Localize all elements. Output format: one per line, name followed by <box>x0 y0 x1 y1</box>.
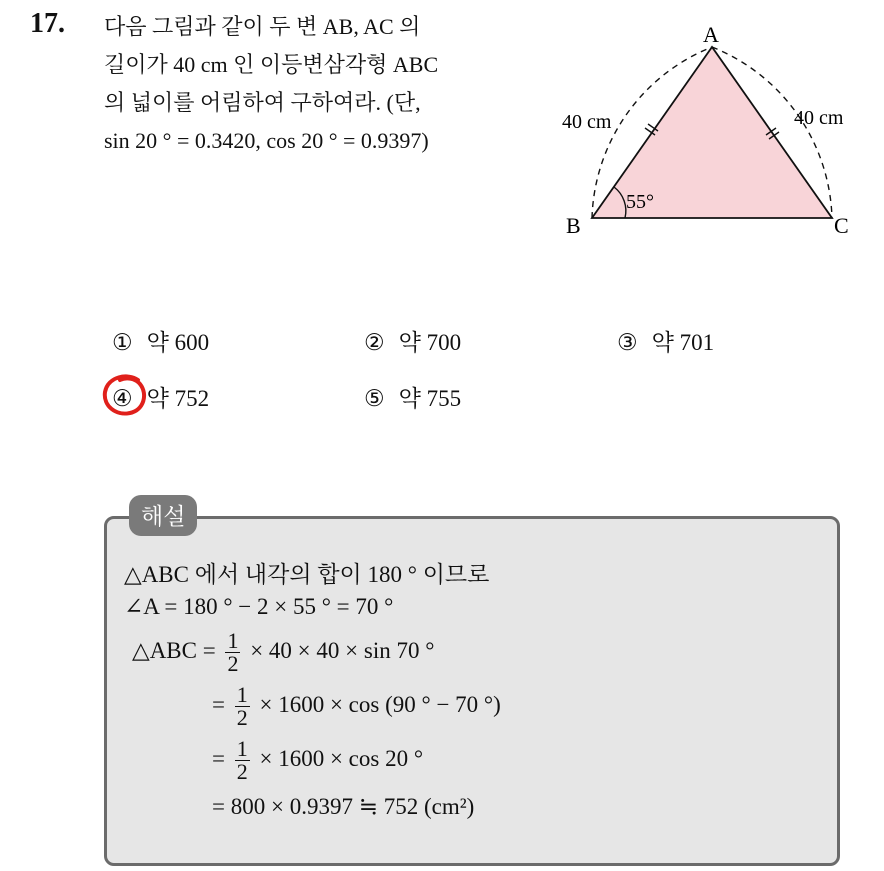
choice-3[interactable] <box>617 324 714 357</box>
choice-2[interactable] <box>364 324 461 357</box>
fraction-half-1 <box>225 630 240 675</box>
choice-5[interactable] <box>364 380 461 413</box>
isosceles-triangle-figure <box>550 20 870 245</box>
solution-line-3-left: △ABC = <box>132 637 216 663</box>
vertex-a-label: A <box>703 22 719 47</box>
question-line-4: sin 20 ° = 0.3420, cos 20 ° = 0.9397) <box>104 128 429 153</box>
angle-b-label: 55° <box>626 191 654 213</box>
solution-line-5-eq: = <box>212 745 225 771</box>
solution-line-5 <box>212 738 423 783</box>
choice-4-number: ④ <box>112 386 133 411</box>
choice-1[interactable] <box>112 324 209 357</box>
question-line-1: 다음 그림과 같이 두 변 AB, AC 의 <box>104 14 421 39</box>
question-number: 17. <box>30 8 65 39</box>
side-ac-label: 40 cm <box>794 107 844 129</box>
choice-3-text: 약 701 <box>651 330 715 355</box>
choice-5-number: ⑤ <box>364 386 385 411</box>
choice-2-number: ② <box>364 330 385 355</box>
choice-5-text: 약 755 <box>398 386 462 411</box>
choice-4-text: 약 752 <box>146 386 210 411</box>
choice-3-number: ③ <box>617 330 638 355</box>
vertex-c-label: C <box>834 213 849 238</box>
fraction-den: 2 <box>227 651 239 676</box>
solution-line-4-right: × 1600 × cos (90 ° − 70 °) <box>259 691 501 717</box>
fraction-den: 2 <box>236 759 248 784</box>
solution-line-5-right: × 1600 × cos 20 ° <box>259 745 424 771</box>
solution-line-1: △ABC 에서 내각의 합이 180 ° 이므로 <box>124 562 490 587</box>
solution-tag: 해설 <box>129 495 197 536</box>
solution-line-6: = 800 × 0.9397 ≒ 752 (cm²) <box>212 794 475 819</box>
fraction-num: 1 <box>236 736 248 761</box>
fraction-den: 2 <box>236 705 248 730</box>
vertex-b-label: B <box>566 213 581 238</box>
fraction-half-2 <box>235 684 250 729</box>
fraction-half-3 <box>235 738 250 783</box>
choice-1-number: ① <box>112 330 133 355</box>
solution-line-4-eq: = <box>212 691 225 717</box>
solution-line-2: ∠A = 180 ° − 2 × 55 ° = 70 ° <box>124 594 394 619</box>
fraction-num: 1 <box>236 682 248 707</box>
choice-2-text: 약 700 <box>398 330 462 355</box>
solution-line-4 <box>212 684 501 729</box>
side-ab-label: 40 cm <box>562 111 612 133</box>
question-line-3: 의 넓이를 어림하여 구하여라. (단, <box>104 90 421 115</box>
solution-line-3 <box>132 630 434 675</box>
question-text <box>104 8 534 160</box>
answer-circle-stroke <box>105 376 144 413</box>
choice-1-text: 약 600 <box>146 330 210 355</box>
fraction-num: 1 <box>227 628 239 653</box>
solution-line-3-right: × 40 × 40 × sin 70 ° <box>250 637 435 663</box>
answer-circle-mark <box>100 372 152 420</box>
question-line-2: 길이가 40 cm 인 이등변삼각형 ABC <box>104 52 439 77</box>
